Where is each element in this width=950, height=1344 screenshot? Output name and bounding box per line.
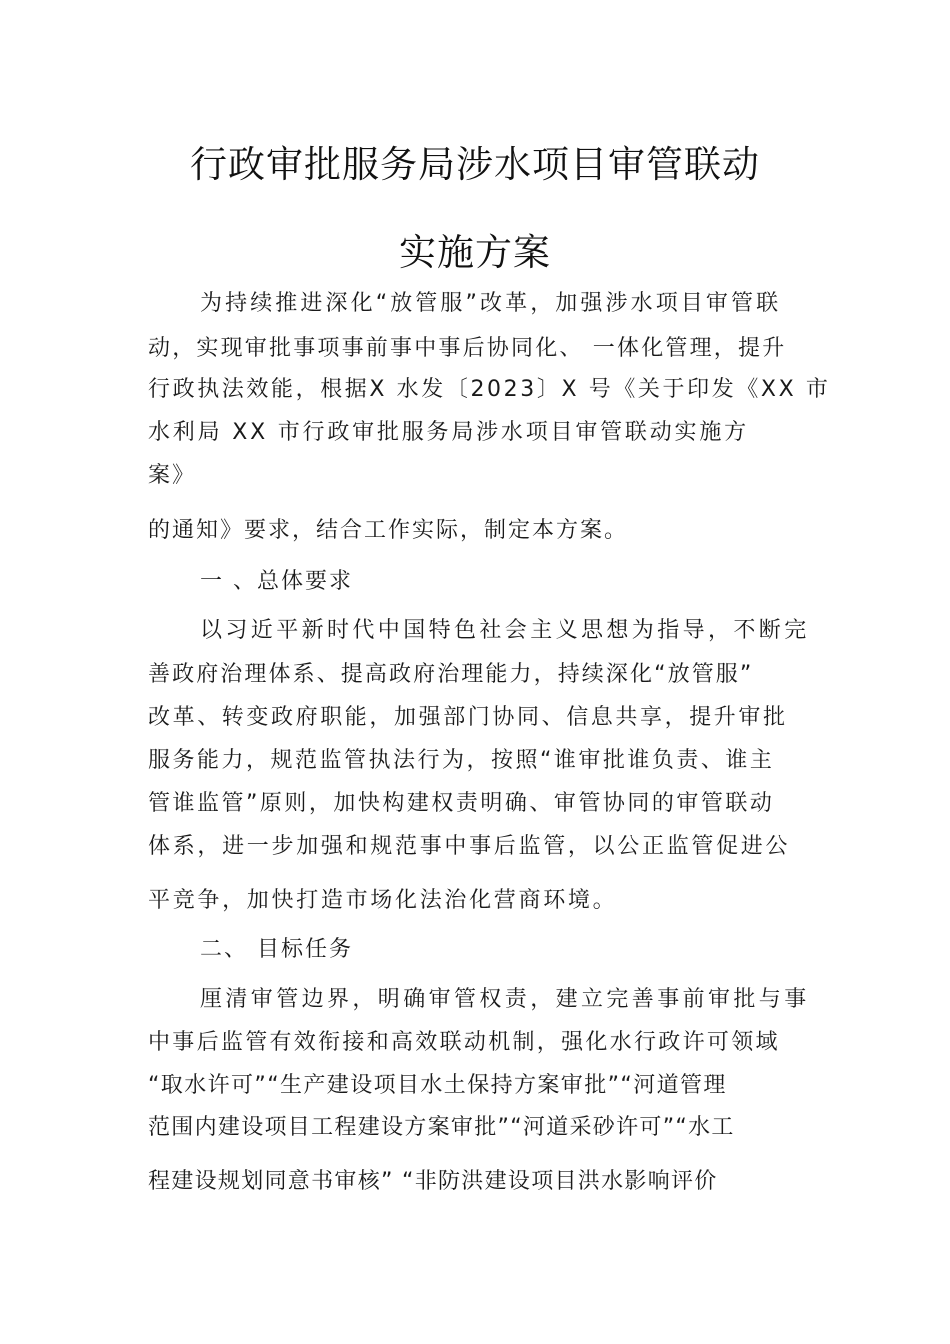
paragraph-line: 服务能力，规范监管执法行为，按照“谁审批谁负责、谁主 bbox=[148, 748, 775, 773]
paragraph-line: 案》 bbox=[148, 463, 197, 488]
paragraph-line: 行政执法效能，根据X 水发〔2023〕X 号《关于印发《XX 市 bbox=[148, 377, 831, 402]
paragraph-line: 中事后监管有效衔接和高效联动机制，强化水行政许可领域 bbox=[148, 1030, 780, 1055]
document-subtitle: 实施方案 bbox=[399, 231, 551, 274]
paragraph-line: 的通知》要求，结合工作实际，制定本方案。 bbox=[148, 518, 629, 543]
section-heading: 一 、总体要求 bbox=[200, 569, 353, 594]
paragraph-line: 厘清审管边界，明确审管权责，建立完善事前审批与事 bbox=[200, 987, 810, 1012]
paragraph-line: 平竞争，加快打造市场化法治化营商环境。 bbox=[148, 888, 618, 913]
paragraph-line: 水利局 XX 市行政审批服务局涉水项目审管联动实施方 bbox=[148, 420, 749, 445]
paragraph-line: 管谁监管”原则，加快构建权责明确、审管协同的审管联动 bbox=[148, 791, 775, 816]
paragraph-line: 程建设规划同意书审核” “非防洪建设项目洪水影响评价 bbox=[148, 1169, 718, 1194]
paragraph-line: “取水许可”“生产建设项目水土保持方案审批”“河道管理 bbox=[148, 1073, 727, 1098]
paragraph-line: 善政府治理体系、提高政府治理能力，持续深化“放管服” bbox=[148, 662, 754, 687]
paragraph-line: 以习近平新时代中国特色社会主义思想为指导，不断完 bbox=[200, 618, 810, 643]
paragraph-line: 为持续推进深化“放管服”改革，加强涉水项目审管联 bbox=[200, 291, 782, 316]
paragraph-line: 范围内建设项目工程建设方案审批”“河道采砂许可”“水工 bbox=[148, 1115, 735, 1140]
paragraph-line: 动，实现审批事项事前事中事后协同化、 一体化管理，提升 bbox=[148, 336, 787, 361]
document-title: 行政审批服务局涉水项目审管联动 bbox=[190, 143, 760, 186]
section-heading: 二、 目标任务 bbox=[200, 937, 353, 962]
paragraph-line: 改革、转变政府职能，加强部门协同、信息共享，提升审批 bbox=[148, 705, 788, 730]
paragraph-line: 体系，进一步加强和规范事中事后监管，以公正监管促进公 bbox=[148, 834, 791, 859]
